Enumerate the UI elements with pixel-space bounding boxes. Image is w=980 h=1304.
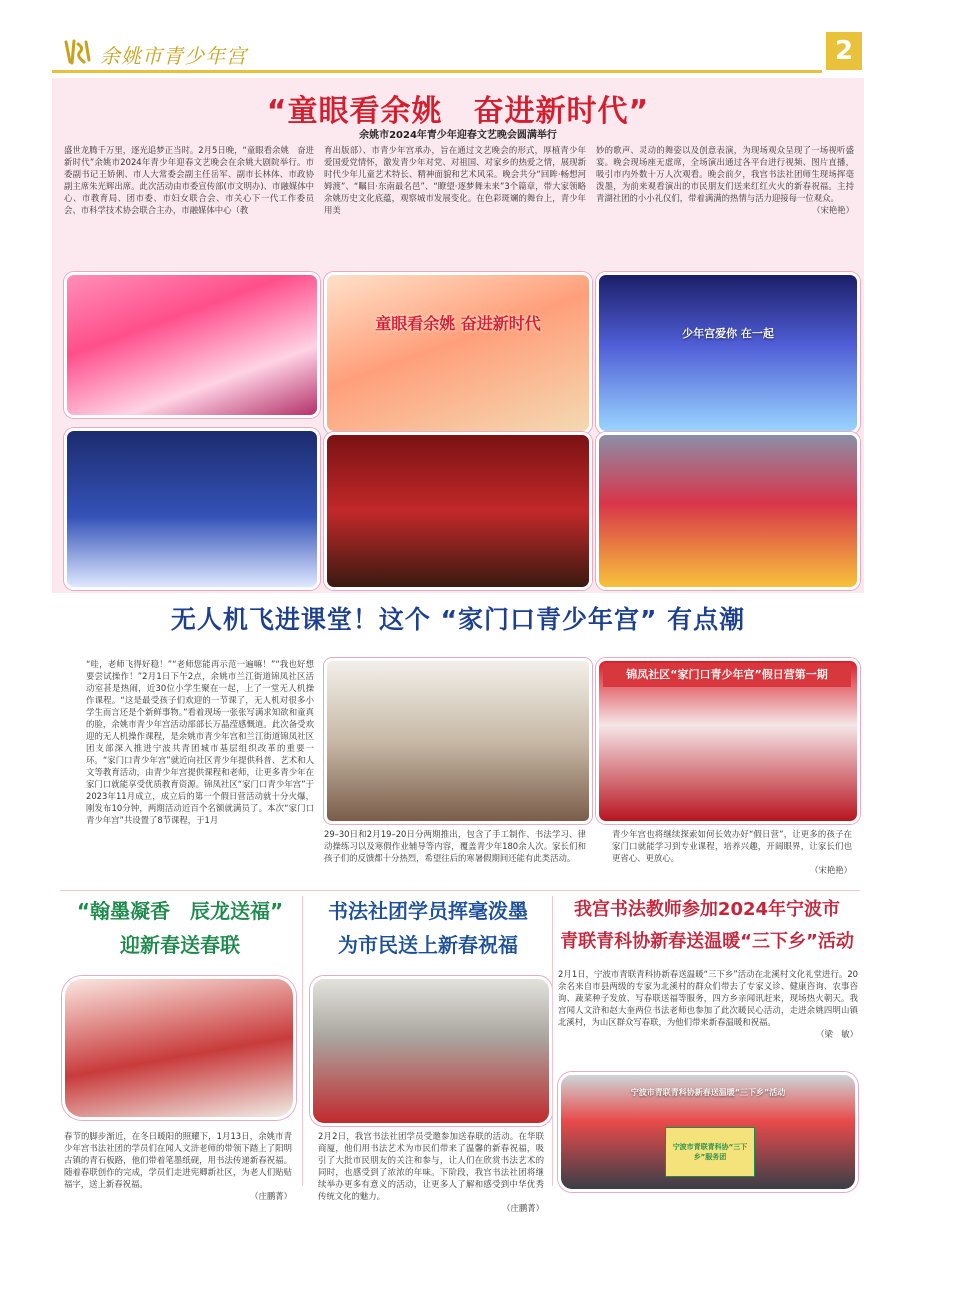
article-column-1: [86, 658, 314, 826]
photo-drone-class: [324, 658, 592, 824]
byline: （宋艳艳）: [812, 205, 854, 215]
photo-opera-performers: [596, 432, 860, 590]
photo-children-choir: [64, 428, 320, 590]
article-headline: [554, 894, 860, 958]
photo-writing-couplets: [62, 976, 296, 1120]
byline: （梁 敏）: [816, 1029, 858, 1039]
byline: （庄鹏菁）: [502, 1203, 544, 1213]
article-text: 春节的脚步渐近，在冬日暖阳的照耀下，1月13日，余姚市青少年宫书法社团的学员们在闻人文浒老师的带领下踏上了阳明古镇的青石板路，他们带着笔墨纸砚，用书法传递新春祝福。随着春联创作的完成，学员们走进宪卿新社区，为老人们贴贴福字，送上新春祝福。: [64, 1131, 292, 1189]
article-column-2: [324, 144, 586, 216]
flag-text: 宁波市青联青科协“三下乡”服务团: [672, 1143, 748, 1161]
article-text: 2月1日，宁波市青联青科协新春送温暖“三下乡”活动在北溪村文化礼堂进行。20余名来自市县两级的专家为北溪村的群众们带去了专家义诊、健康咨询、农事咨询、蔬菜种子发放、写春联送福等服务，四方乡亲闻讯赶来，现场热火朝天。我宫闻人文浒和赵大奎两位书法老师也参加了此次暖民心活动，走进余姚四明山镇北溪村，为山区群众写春联，为他们带来新春温暖和祝福。: [558, 969, 858, 1027]
photo-dance-flowers: [64, 272, 320, 418]
byline: （宋艳艳）: [810, 865, 852, 875]
masthead: [52, 30, 864, 72]
headline-line: 书法社团学员挥毫泼墨: [328, 899, 528, 923]
article-column-1: [64, 144, 314, 216]
service-flag: [665, 1127, 755, 1177]
masthead-title: 余姚市青少年宫: [100, 44, 247, 68]
header-rule: [52, 70, 822, 73]
headline-line: 青联青科协新春送温暖“三下乡”活动: [560, 931, 854, 952]
column-divider: [302, 896, 303, 1186]
article-column: [64, 1130, 292, 1202]
photo-mall-couplets: [310, 976, 552, 1126]
article-column-3: [596, 144, 854, 216]
article-column-2: [324, 828, 586, 864]
bottom-articles: [52, 892, 864, 1213]
article-headline: 无人机飞进课堂！这个 “家门口青少年宫” 有点潮: [170, 605, 746, 634]
photo-blue-dance: [596, 272, 860, 434]
article-text: 29–30日和2月19–20日分两期推出，包含了手工制作、书法学习、律动操练习以及寒假作业辅导等内容，覆盖青少年180余人次。家长们和孩子们的反馈都十分热烈，希望往后的寒暑假期间还能有此类活动。: [324, 829, 586, 863]
article-headline: [60, 894, 300, 962]
newspaper-page: [52, 30, 864, 1213]
article-column: [558, 968, 858, 1040]
column-divider: [552, 896, 553, 1186]
stage-caption-text: 少年宫爱你 在一起: [682, 327, 774, 340]
article-text: 2月2日，我宫书法社团学员受邀参加送春联的活动。在华联商厦，他们用书法艺术为市民们带来了温馨的新春祝福，吸引了大批市民朋友的关注和参与，让人们在欣赏书法艺术的同时，也感受到了浓浓的年味。下阶段，我宫书法社团将继续举办更多有意义的活动，让更多人了解和感受到中华优秀传统文化的魅力。: [318, 1131, 544, 1201]
article-text: “哇，老师飞得好稳！”“老师您能再示范一遍嘛！”“我也好想要尝试操作！”2月1日下午2点，余姚市兰江街道锦凤社区活动室甚是热闹，近30位小学生聚在一起，上了一堂无人机操作课程。“这是最受孩子们欢迎的一节课了，无人机对很多小学生而言还是个新鲜事物。”看着现场一张张写满求知欲和童真的脸，余姚市青少年宫活动部部长万晶滢感慨道。此次备受欢迎的无人机操作课程，是余姚市青少年宫和兰江街道锦凤社区团支部深入推进宁波共青团城市基层组织改革的重要一环。“家门口青少年宫”就近向社区青少年提供科普、艺术和人文等教育活动，由青少年宫提供课程和老师，让更多青少年在家门口就能享受优质教育资源。锦凤社区“家门口青少年宫”于2023年11月成立，成立后的第一个假日营活动就十分火爆，刚发布10分钟，两期活动近百个名额就满员了。本次“家门口青少年宫”共设置了8节课程，于1月: [86, 659, 314, 825]
event-banner-text: 宁波市青联青科协新春送温暖“三下乡”活动: [630, 1088, 786, 1097]
photo-holiday-camp: [596, 658, 860, 824]
article-gala: [52, 78, 864, 593]
article-headline: [308, 894, 548, 962]
headline-line: 我宫书法教师参加2024年宁波市: [573, 899, 841, 920]
section-divider: [60, 890, 860, 891]
photo-group-volunteers: [558, 1072, 858, 1192]
byline: （庄鹏菁）: [250, 1191, 292, 1201]
article-column: [318, 1130, 544, 1214]
calligraphy-logo-icon: [62, 38, 92, 66]
headline-line: 迎新春送春联: [120, 933, 240, 957]
headline-line: 为市民送上新春祝福: [338, 933, 518, 957]
article-drone-class: [52, 596, 864, 888]
article-subheadline: 余姚市2024年青少年迎春文艺晚会圆满举行: [359, 130, 557, 141]
article-text: 青少年宫也将继续探索如何长效办好“假日营”，让更多的孩子在家门口就能学习到专业课程，培养兴趣，开阔眼界，让家长们也更省心、更放心。: [612, 829, 852, 863]
article-text: 妙的歌声、灵动的舞姿以及创意表演，为现场观众呈现了一场视听盛宴。晚会现场座无虚席，全场演出通过各平台进行视频、图片直播，吸引市内外数十万人次观看。晚会前夕，我宫书法社团师生现场挥毫泼墨，为前来观看演出的市民朋友们送来红红火火的新春祝福。主持青湖社团的小小礼仪们，带着满满的热情与活力迎接每一位观众。: [596, 145, 854, 203]
stage-banner-text: 童眼看余姚 奋进新时代: [375, 314, 541, 333]
photo-stage-hosts: [324, 272, 592, 434]
article-headline: “童眼看余姚 奋进新时代”: [266, 94, 650, 129]
article-column-3: [612, 828, 852, 876]
article-text: 育出版部）、市青少年宫承办，旨在通过文艺晚会的形式，厚植青少年爱国爱党情怀，激发青少年对党、对祖国、对家乡的热爱之情，展现新时代少年儿童艺术特长、精神面貌和艺术风采。晚会共分“回眸·畅想河姆渡”、“瞩目·东南最名邑”、“瞭望·逐梦舞未来”3个篇章，带大家领略余姚历史文化底蕴，观察城市发展变化。在色彩斑斓的舞台上，青少年用美: [324, 145, 586, 215]
page-number: 2: [826, 32, 862, 70]
article-text: 盛世龙腾千万里，逐光追梦正当时。2月5日晚，“童眼看余姚 奋进新时代”余姚市2024年青少年迎春文艺晚会在余姚大剧院举行。市委副书记王娇俐、市人大常委会副主任岳军、副市长林体、市政协副主席朱光辉出席。此次活动由市委宣传部(市文明办)、市融媒体中心、市教育局、团市委、市妇女联合会、市关心下一代工作委员会、市科学技术协会联合主办，市融媒体中心（教: [64, 145, 314, 215]
photo-folk-orchestra: [324, 432, 592, 590]
camp-banner: 锦凤社区“家门口青少年宫”假日营第一期: [603, 663, 851, 687]
headline-line: “翰墨凝香 辰龙送福”: [76, 899, 284, 923]
